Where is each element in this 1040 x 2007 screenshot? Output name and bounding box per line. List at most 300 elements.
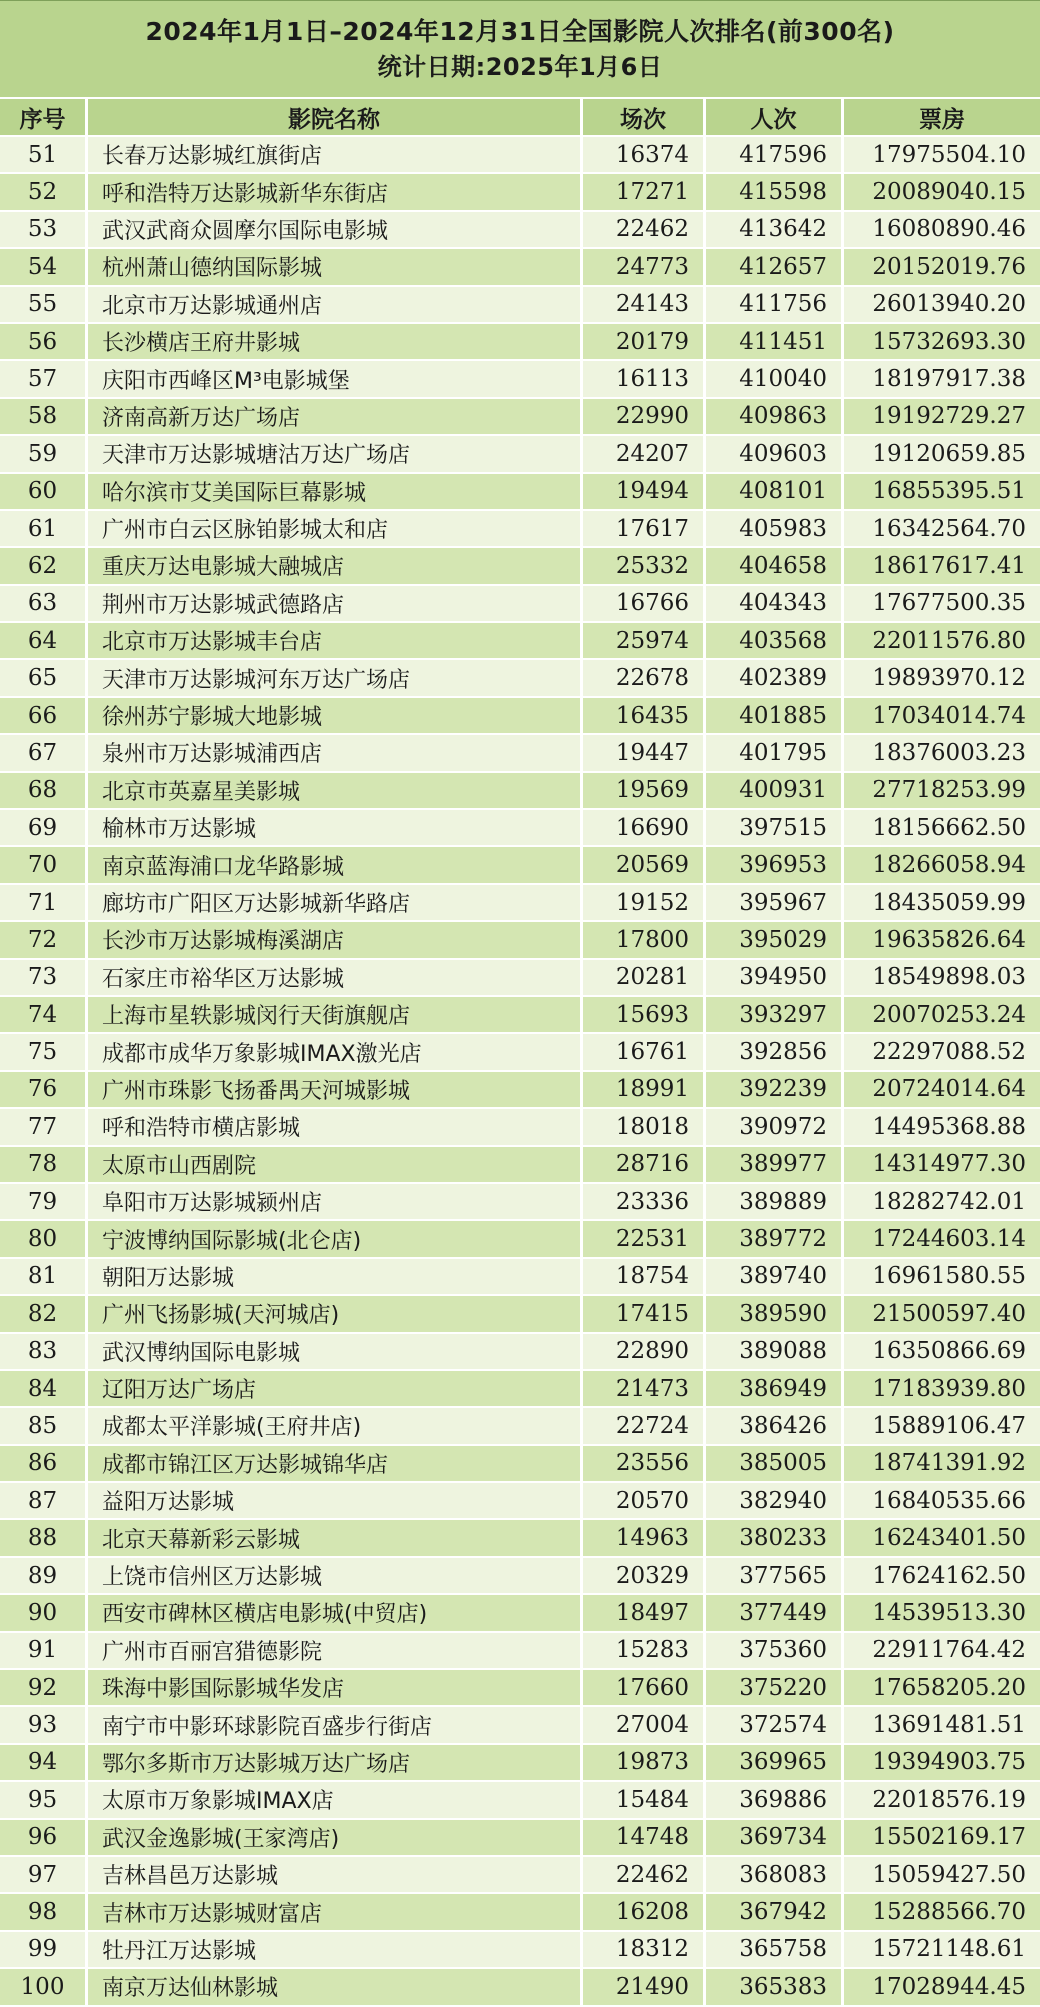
cell-attendance: 389772 [706, 1221, 844, 1258]
cell-screenings: 22531 [583, 1221, 706, 1258]
cell-attendance: 389088 [706, 1334, 844, 1371]
cell-screenings: 24207 [583, 436, 706, 473]
cell-screenings: 18754 [583, 1259, 706, 1296]
cell-cinema-name: 北京市万达影城丰台店 [88, 623, 583, 660]
cell-screenings: 18497 [583, 1595, 706, 1632]
cell-cinema-name: 吉林昌邑万达影城 [88, 1857, 583, 1894]
cell-cinema-name: 长沙横店王府井影城 [88, 324, 583, 361]
table-row [0, 997, 1040, 1034]
title-block [0, 0, 1040, 99]
cell-screenings: 16374 [583, 137, 706, 174]
table-row [0, 249, 1040, 286]
cell-attendance: 412657 [706, 249, 844, 286]
cell-attendance: 386426 [706, 1408, 844, 1445]
cell-attendance: 392239 [706, 1072, 844, 1109]
cell-cinema-name: 朝阳万达影城 [88, 1259, 583, 1296]
cell-box-office: 17677500.35 [844, 586, 1040, 623]
cell-box-office: 18741391.92 [844, 1446, 1040, 1483]
cell-attendance: 386949 [706, 1371, 844, 1408]
table-row [0, 698, 1040, 735]
table-body [0, 137, 1040, 2007]
cell-box-office: 17624162.50 [844, 1558, 1040, 1595]
cell-rank: 93 [0, 1707, 88, 1744]
table-row [0, 137, 1040, 174]
cell-rank: 77 [0, 1109, 88, 1146]
cell-box-office: 19893970.12 [844, 660, 1040, 697]
cell-cinema-name: 珠海中影国际影城华发店 [88, 1670, 583, 1707]
cell-box-office: 13691481.51 [844, 1707, 1040, 1744]
cell-rank: 87 [0, 1483, 88, 1520]
cell-box-office: 17658205.20 [844, 1670, 1040, 1707]
cell-cinema-name: 太原市万象影城IMAX店 [88, 1782, 583, 1819]
column-header-attendance: 人次 [706, 99, 844, 137]
cell-attendance: 400931 [706, 773, 844, 810]
cell-rank: 91 [0, 1633, 88, 1670]
cell-box-office: 19635826.64 [844, 922, 1040, 959]
cell-rank: 92 [0, 1670, 88, 1707]
cell-rank: 59 [0, 436, 88, 473]
cell-box-office: 22018576.19 [844, 1782, 1040, 1819]
cell-cinema-name: 北京市万达影城通州店 [88, 287, 583, 324]
cell-screenings: 16761 [583, 1034, 706, 1071]
cell-rank: 70 [0, 847, 88, 884]
cell-attendance: 410040 [706, 361, 844, 398]
cell-screenings: 25974 [583, 623, 706, 660]
cell-box-office: 26013940.20 [844, 287, 1040, 324]
cell-attendance: 372574 [706, 1707, 844, 1744]
column-header-screenings: 场次 [583, 99, 706, 137]
cell-screenings: 24773 [583, 249, 706, 286]
cell-rank: 61 [0, 511, 88, 548]
cell-screenings: 16690 [583, 810, 706, 847]
table-row [0, 212, 1040, 249]
cell-attendance: 389977 [706, 1147, 844, 1184]
cell-screenings: 20179 [583, 324, 706, 361]
cell-attendance: 413642 [706, 212, 844, 249]
cell-screenings: 20569 [583, 847, 706, 884]
cell-screenings: 17271 [583, 174, 706, 211]
table-row [0, 1408, 1040, 1445]
table-row [0, 511, 1040, 548]
cell-cinema-name: 上海市星轶影城闵行天街旗舰店 [88, 997, 583, 1034]
cell-box-office: 20724014.64 [844, 1072, 1040, 1109]
cell-cinema-name: 上饶市信州区万达影城 [88, 1558, 583, 1595]
cell-attendance: 369965 [706, 1745, 844, 1782]
cell-rank: 83 [0, 1334, 88, 1371]
cell-cinema-name: 成都市锦江区万达影城锦华店 [88, 1446, 583, 1483]
cell-attendance: 396953 [706, 847, 844, 884]
table-row [0, 1147, 1040, 1184]
cell-screenings: 20570 [583, 1483, 706, 1520]
cell-box-office: 20070253.24 [844, 997, 1040, 1034]
cell-cinema-name: 廊坊市广阳区万达影城新华路店 [88, 885, 583, 922]
cell-cinema-name: 北京市英嘉星美影城 [88, 773, 583, 810]
cell-attendance: 369734 [706, 1820, 844, 1857]
cell-box-office: 16080890.46 [844, 212, 1040, 249]
table-row [0, 1446, 1040, 1483]
cell-cinema-name: 哈尔滨市艾美国际巨幕影城 [88, 474, 583, 511]
table-row [0, 660, 1040, 697]
cell-box-office: 15059427.50 [844, 1857, 1040, 1894]
cell-screenings: 25332 [583, 548, 706, 585]
cell-screenings: 15283 [583, 1633, 706, 1670]
cell-cinema-name: 庆阳市西峰区M³电影城堡 [88, 361, 583, 398]
cell-box-office: 15721148.61 [844, 1932, 1040, 1969]
column-header-cinema-name: 影院名称 [88, 99, 583, 137]
cell-rank: 85 [0, 1408, 88, 1445]
cell-rank: 88 [0, 1520, 88, 1557]
table-row [0, 1595, 1040, 1632]
cell-rank: 57 [0, 361, 88, 398]
cell-cinema-name: 吉林市万达影城财富店 [88, 1894, 583, 1931]
cell-cinema-name: 天津市万达影城河东万达广场店 [88, 660, 583, 697]
cell-attendance: 375360 [706, 1633, 844, 1670]
cell-box-office: 22297088.52 [844, 1034, 1040, 1071]
table-row [0, 399, 1040, 436]
cell-rank: 95 [0, 1782, 88, 1819]
table-row [0, 1109, 1040, 1146]
cell-rank: 74 [0, 997, 88, 1034]
statistics-date: 统计日期:2025年1月6日 [377, 53, 663, 81]
cell-cinema-name: 石家庄市裕华区万达影城 [88, 960, 583, 997]
cell-attendance: 377449 [706, 1595, 844, 1632]
cell-cinema-name: 宁波博纳国际影城(北仑店) [88, 1221, 583, 1258]
cell-rank: 64 [0, 623, 88, 660]
table-row [0, 1969, 1040, 2006]
table-row [0, 586, 1040, 623]
cell-screenings: 18991 [583, 1072, 706, 1109]
cell-rank: 76 [0, 1072, 88, 1109]
cell-rank: 63 [0, 586, 88, 623]
cell-box-office: 19120659.85 [844, 436, 1040, 473]
cell-box-office: 16961580.55 [844, 1259, 1040, 1296]
cell-rank: 99 [0, 1932, 88, 1969]
cell-screenings: 22890 [583, 1334, 706, 1371]
column-header-box-office: 票房 [844, 99, 1040, 137]
table-row [0, 1296, 1040, 1333]
cell-box-office: 18617617.41 [844, 548, 1040, 585]
cell-rank: 72 [0, 922, 88, 959]
cell-cinema-name: 牡丹江万达影城 [88, 1932, 583, 1969]
cell-box-office: 21500597.40 [844, 1296, 1040, 1333]
cell-cinema-name: 太原市山西剧院 [88, 1147, 583, 1184]
table-row [0, 1072, 1040, 1109]
cell-cinema-name: 鄂尔多斯市万达影城万达广场店 [88, 1745, 583, 1782]
cell-cinema-name: 成都太平洋影城(王府井店) [88, 1408, 583, 1445]
table-row [0, 1932, 1040, 1969]
table-row [0, 1558, 1040, 1595]
cell-screenings: 22462 [583, 1857, 706, 1894]
table-row [0, 1520, 1040, 1557]
cell-cinema-name: 广州市百丽宫猎德影院 [88, 1633, 583, 1670]
cell-screenings: 17415 [583, 1296, 706, 1333]
cell-screenings: 19152 [583, 885, 706, 922]
cell-box-office: 15732693.30 [844, 324, 1040, 361]
cell-cinema-name: 武汉博纳国际电影城 [88, 1334, 583, 1371]
cell-rank: 84 [0, 1371, 88, 1408]
cell-attendance: 389590 [706, 1296, 844, 1333]
cell-box-office: 16840535.66 [844, 1483, 1040, 1520]
cell-screenings: 15693 [583, 997, 706, 1034]
cell-box-office: 20089040.15 [844, 174, 1040, 211]
cell-attendance: 401885 [706, 698, 844, 735]
cell-cinema-name: 南宁市中影环球影院百盛步行街店 [88, 1707, 583, 1744]
cell-screenings: 14748 [583, 1820, 706, 1857]
cell-cinema-name: 天津市万达影城塘沽万达广场店 [88, 436, 583, 473]
cell-attendance: 404343 [706, 586, 844, 623]
cell-box-office: 17028944.45 [844, 1969, 1040, 2006]
table-row [0, 1782, 1040, 1819]
table-row [0, 773, 1040, 810]
cell-rank: 80 [0, 1221, 88, 1258]
table-row [0, 885, 1040, 922]
cell-rank: 67 [0, 735, 88, 772]
cell-cinema-name: 西安市碑林区横店电影城(中贸店) [88, 1595, 583, 1632]
cell-attendance: 368083 [706, 1857, 844, 1894]
cell-box-office: 14539513.30 [844, 1595, 1040, 1632]
cell-box-office: 17244603.14 [844, 1221, 1040, 1258]
cell-rank: 53 [0, 212, 88, 249]
cell-attendance: 417596 [706, 137, 844, 174]
cell-rank: 69 [0, 810, 88, 847]
cell-cinema-name: 广州市白云区脉铂影城太和店 [88, 511, 583, 548]
cell-attendance: 401795 [706, 735, 844, 772]
table-row [0, 1633, 1040, 1670]
cell-attendance: 397515 [706, 810, 844, 847]
cell-screenings: 27004 [583, 1707, 706, 1744]
cell-attendance: 375220 [706, 1670, 844, 1707]
cell-cinema-name: 徐州苏宁影城大地影城 [88, 698, 583, 735]
cell-cinema-name: 阜阳市万达影城颍州店 [88, 1184, 583, 1221]
cell-rank: 78 [0, 1147, 88, 1184]
cell-screenings: 16435 [583, 698, 706, 735]
cell-box-office: 15288566.70 [844, 1894, 1040, 1931]
cell-cinema-name: 长春万达影城红旗街店 [88, 137, 583, 174]
cell-rank: 54 [0, 249, 88, 286]
cell-screenings: 18312 [583, 1932, 706, 1969]
cell-attendance: 392856 [706, 1034, 844, 1071]
cell-attendance: 365758 [706, 1932, 844, 1969]
table-row [0, 1745, 1040, 1782]
cell-rank: 86 [0, 1446, 88, 1483]
cell-screenings: 22724 [583, 1408, 706, 1445]
cell-cinema-name: 杭州萧山德纳国际影城 [88, 249, 583, 286]
cell-cinema-name: 榆林市万达影城 [88, 810, 583, 847]
cell-cinema-name: 泉州市万达影城浦西店 [88, 735, 583, 772]
cell-attendance: 367942 [706, 1894, 844, 1931]
table-row [0, 847, 1040, 884]
cell-rank: 56 [0, 324, 88, 361]
cell-box-office: 18549898.03 [844, 960, 1040, 997]
cell-screenings: 19873 [583, 1745, 706, 1782]
cell-screenings: 28716 [583, 1147, 706, 1184]
cell-attendance: 411756 [706, 287, 844, 324]
cell-screenings: 22678 [583, 660, 706, 697]
cell-screenings: 17800 [583, 922, 706, 959]
cell-rank: 66 [0, 698, 88, 735]
cell-rank: 71 [0, 885, 88, 922]
cell-screenings: 16208 [583, 1894, 706, 1931]
cell-box-office: 16855395.51 [844, 474, 1040, 511]
cell-cinema-name: 成都市成华万象影城IMAX激光店 [88, 1034, 583, 1071]
table-row [0, 810, 1040, 847]
cell-box-office: 14314977.30 [844, 1147, 1040, 1184]
cell-box-office: 17183939.80 [844, 1371, 1040, 1408]
cell-attendance: 385005 [706, 1446, 844, 1483]
cell-attendance: 403568 [706, 623, 844, 660]
table-row [0, 1707, 1040, 1744]
table-row [0, 361, 1040, 398]
cell-screenings: 21473 [583, 1371, 706, 1408]
cell-attendance: 395967 [706, 885, 844, 922]
cell-rank: 68 [0, 773, 88, 810]
cell-box-office: 18197917.38 [844, 361, 1040, 398]
cell-rank: 89 [0, 1558, 88, 1595]
column-header-rank: 序号 [0, 99, 88, 137]
cell-cinema-name: 呼和浩特万达影城新华东街店 [88, 174, 583, 211]
cell-screenings: 15484 [583, 1782, 706, 1819]
cell-attendance: 369886 [706, 1782, 844, 1819]
page-title: 2024年1月1日–2024年12月31日全国影院人次排名(前300名) [145, 17, 895, 46]
cell-attendance: 408101 [706, 474, 844, 511]
cell-rank: 51 [0, 137, 88, 174]
cell-rank: 82 [0, 1296, 88, 1333]
cell-cinema-name: 广州飞扬影城(天河城店) [88, 1296, 583, 1333]
cell-cinema-name: 荆州市万达影城武德路店 [88, 586, 583, 623]
cell-cinema-name: 广州市珠影飞扬番禺天河城影城 [88, 1072, 583, 1109]
table-row [0, 1184, 1040, 1221]
cell-rank: 81 [0, 1259, 88, 1296]
cell-attendance: 415598 [706, 174, 844, 211]
cell-box-office: 16350866.69 [844, 1334, 1040, 1371]
table-row [0, 287, 1040, 324]
cell-attendance: 393297 [706, 997, 844, 1034]
cell-cinema-name: 呼和浩特市横店影城 [88, 1109, 583, 1146]
cinema-ranking-table [0, 99, 1040, 2007]
cell-attendance: 394950 [706, 960, 844, 997]
cell-screenings: 16113 [583, 361, 706, 398]
cell-cinema-name: 济南高新万达广场店 [88, 399, 583, 436]
cell-rank: 58 [0, 399, 88, 436]
cell-cinema-name: 北京天幕新彩云影城 [88, 1520, 583, 1557]
cell-screenings: 19494 [583, 474, 706, 511]
cell-rank: 96 [0, 1820, 88, 1857]
cell-box-office: 19394903.75 [844, 1745, 1040, 1782]
cell-screenings: 19569 [583, 773, 706, 810]
table-row [0, 1334, 1040, 1371]
table-row [0, 1857, 1040, 1894]
table-row [0, 1894, 1040, 1931]
cell-box-office: 22911764.42 [844, 1633, 1040, 1670]
table-row [0, 1221, 1040, 1258]
cell-rank: 60 [0, 474, 88, 511]
table-row [0, 324, 1040, 361]
cell-cinema-name: 南京万达仙林影城 [88, 1969, 583, 2006]
cell-rank: 94 [0, 1745, 88, 1782]
cell-box-office: 22011576.80 [844, 623, 1040, 660]
cell-screenings: 19447 [583, 735, 706, 772]
cell-rank: 100 [0, 1969, 88, 2006]
cell-screenings: 18018 [583, 1109, 706, 1146]
table-row [0, 623, 1040, 660]
cell-box-office: 18282742.01 [844, 1184, 1040, 1221]
cell-cinema-name: 南京蓝海浦口龙华路影城 [88, 847, 583, 884]
cell-attendance: 380233 [706, 1520, 844, 1557]
table-row [0, 436, 1040, 473]
cell-box-office: 20152019.76 [844, 249, 1040, 286]
cell-box-office: 14495368.88 [844, 1109, 1040, 1146]
cell-box-office: 18435059.99 [844, 885, 1040, 922]
cell-box-office: 18266058.94 [844, 847, 1040, 884]
cell-screenings: 16766 [583, 586, 706, 623]
cell-rank: 65 [0, 660, 88, 697]
cell-attendance: 390972 [706, 1109, 844, 1146]
table-row [0, 735, 1040, 772]
cell-screenings: 14963 [583, 1520, 706, 1557]
cell-attendance: 404658 [706, 548, 844, 585]
cell-rank: 97 [0, 1857, 88, 1894]
cell-box-office: 16342564.70 [844, 511, 1040, 548]
cell-rank: 52 [0, 174, 88, 211]
cell-cinema-name: 武汉金逸影城(王家湾店) [88, 1820, 583, 1857]
cell-screenings: 20329 [583, 1558, 706, 1595]
cell-box-office: 15502169.17 [844, 1820, 1040, 1857]
table-row [0, 1820, 1040, 1857]
cell-cinema-name: 辽阳万达广场店 [88, 1371, 583, 1408]
cell-rank: 75 [0, 1034, 88, 1071]
cell-rank: 62 [0, 548, 88, 585]
cell-attendance: 389889 [706, 1184, 844, 1221]
cell-screenings: 22462 [583, 212, 706, 249]
cell-screenings: 17660 [583, 1670, 706, 1707]
cell-cinema-name: 重庆万达电影城大融城店 [88, 548, 583, 585]
table-row [0, 922, 1040, 959]
cell-attendance: 389740 [706, 1259, 844, 1296]
cell-attendance: 405983 [706, 511, 844, 548]
cell-attendance: 411451 [706, 324, 844, 361]
cell-screenings: 20281 [583, 960, 706, 997]
cell-attendance: 409603 [706, 436, 844, 473]
table-header-row [0, 99, 1040, 137]
cell-box-office: 27718253.99 [844, 773, 1040, 810]
cell-rank: 90 [0, 1595, 88, 1632]
table-row [0, 1670, 1040, 1707]
cell-box-office: 19192729.27 [844, 399, 1040, 436]
cell-rank: 73 [0, 960, 88, 997]
cell-rank: 55 [0, 287, 88, 324]
cell-box-office: 17034014.74 [844, 698, 1040, 735]
cell-attendance: 402389 [706, 660, 844, 697]
cell-attendance: 365383 [706, 1969, 844, 2006]
table-row [0, 1483, 1040, 1520]
table-row [0, 174, 1040, 211]
cell-rank: 98 [0, 1894, 88, 1931]
cell-screenings: 24143 [583, 287, 706, 324]
cell-cinema-name: 长沙市万达影城梅溪湖店 [88, 922, 583, 959]
cell-box-office: 18156662.50 [844, 810, 1040, 847]
table-row [0, 960, 1040, 997]
table-row [0, 1034, 1040, 1071]
cell-screenings: 21490 [583, 1969, 706, 2006]
cell-attendance: 395029 [706, 922, 844, 959]
cell-screenings: 23556 [583, 1446, 706, 1483]
cell-screenings: 17617 [583, 511, 706, 548]
cell-attendance: 377565 [706, 1558, 844, 1595]
table-row [0, 1371, 1040, 1408]
cell-attendance: 382940 [706, 1483, 844, 1520]
cell-box-office: 15889106.47 [844, 1408, 1040, 1445]
cell-attendance: 409863 [706, 399, 844, 436]
